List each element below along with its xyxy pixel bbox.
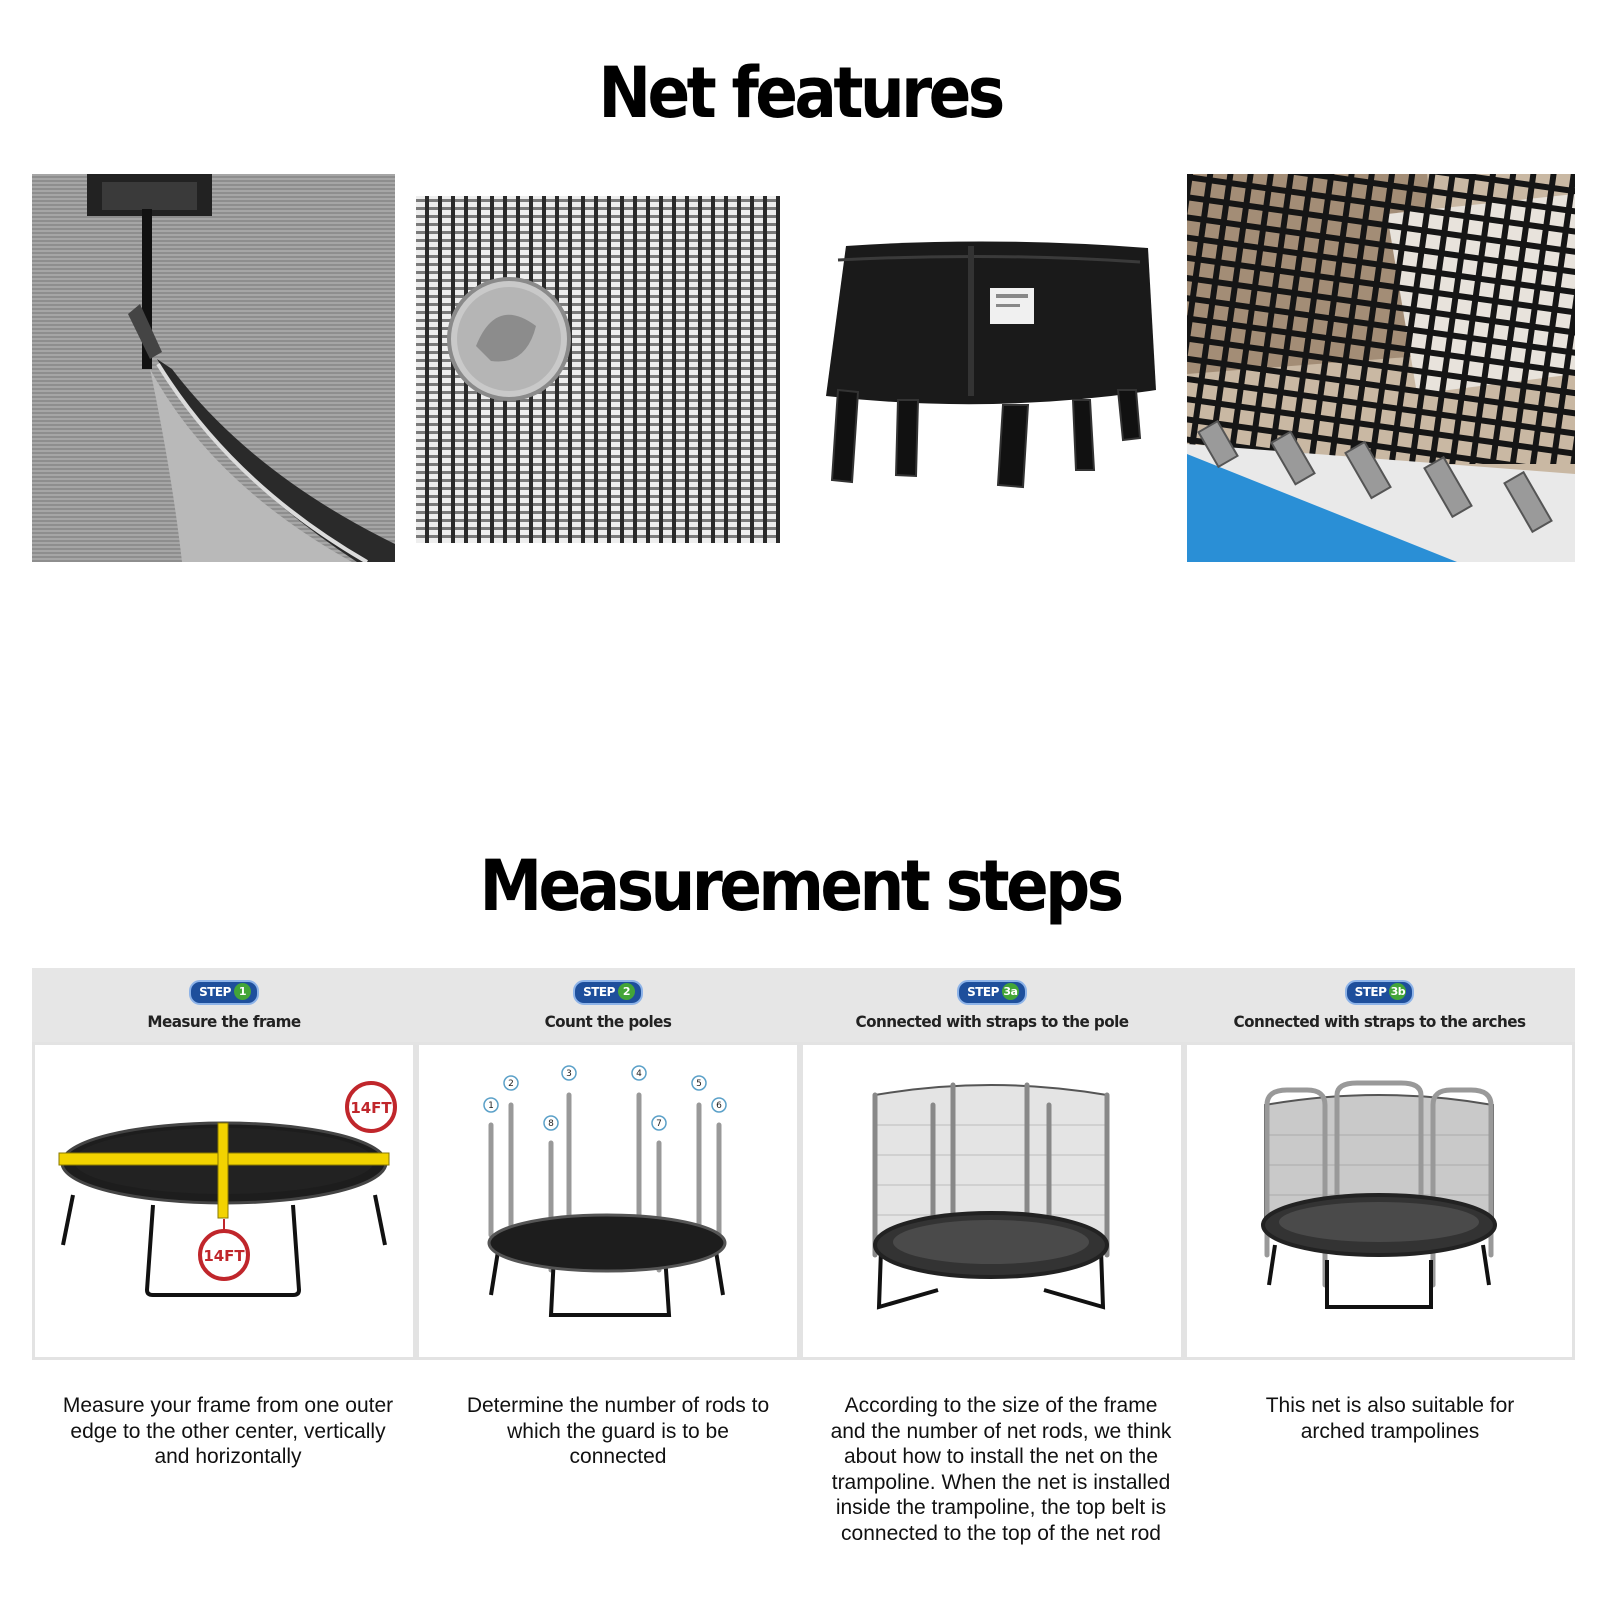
step-label: STEP [583, 985, 615, 999]
pole-label: 5 [696, 1079, 702, 1089]
zipper-photo [32, 174, 395, 562]
step-3b-description: This net is also suitable for arched trampolines [1265, 1394, 1515, 1443]
step-2-description: Determine the number of rods to which the guard is to be connected [466, 1394, 770, 1468]
pole-label: 8 [548, 1119, 554, 1129]
step-3a-description: According to the size of the frame and the number of net rods, we think about how to install the net on the trampoline. When the net is installed inside the trampoline, the top belt is connected to the top of the net rod [830, 1394, 1172, 1545]
step-2-title: Count the poles [544, 1012, 672, 1031]
net-features-heading: Net features [598, 52, 1002, 134]
step-label: STEP [1354, 985, 1387, 999]
step-label: STEP [199, 985, 231, 999]
step-1-illustration [32, 1042, 416, 1360]
step-number: 3a [1003, 985, 1018, 998]
pole-label: 4 [636, 1069, 642, 1079]
length-label: 14FT [203, 1247, 245, 1265]
pole-label: 7 [656, 1119, 662, 1129]
step-3a-badge [957, 980, 1027, 1005]
step-3b-illustration [1184, 1042, 1575, 1360]
step-1-header [32, 968, 416, 1042]
step-1-title: Measure the frame [147, 1012, 301, 1031]
step-3a-illustration [800, 1042, 1184, 1360]
step-3b-badge [1345, 980, 1415, 1005]
step-3a-title: Connected with straps to the pole [855, 1012, 1129, 1031]
step-label: STEP [967, 985, 999, 999]
step-number: 2 [618, 983, 635, 1000]
step-2-header [416, 968, 800, 1042]
step-number: 3b [1390, 985, 1406, 998]
pole-label: 6 [716, 1101, 722, 1111]
mesh-coin-photo [416, 196, 780, 543]
measurement-steps-heading: Measurement steps [479, 845, 1121, 927]
packaged-net-photo [818, 240, 1166, 508]
step-1-description: Measure your frame from one outer edge to the other center, vertically and horizontally [62, 1394, 394, 1468]
step-3b-header [1184, 968, 1575, 1042]
step-3b-title: Connected with straps to the arches [1233, 1012, 1526, 1031]
step-3a-header [800, 968, 1184, 1042]
step-1-badge [189, 980, 259, 1005]
step-2-badge [573, 980, 643, 1005]
width-label: 14FT [350, 1099, 392, 1117]
pole-label: 1 [488, 1101, 494, 1111]
net-frame-photo [1187, 174, 1575, 562]
pole-label: 3 [566, 1069, 572, 1079]
pole-label: 2 [508, 1079, 514, 1089]
step-2-illustration [416, 1042, 800, 1360]
step-number: 1 [234, 983, 251, 1000]
